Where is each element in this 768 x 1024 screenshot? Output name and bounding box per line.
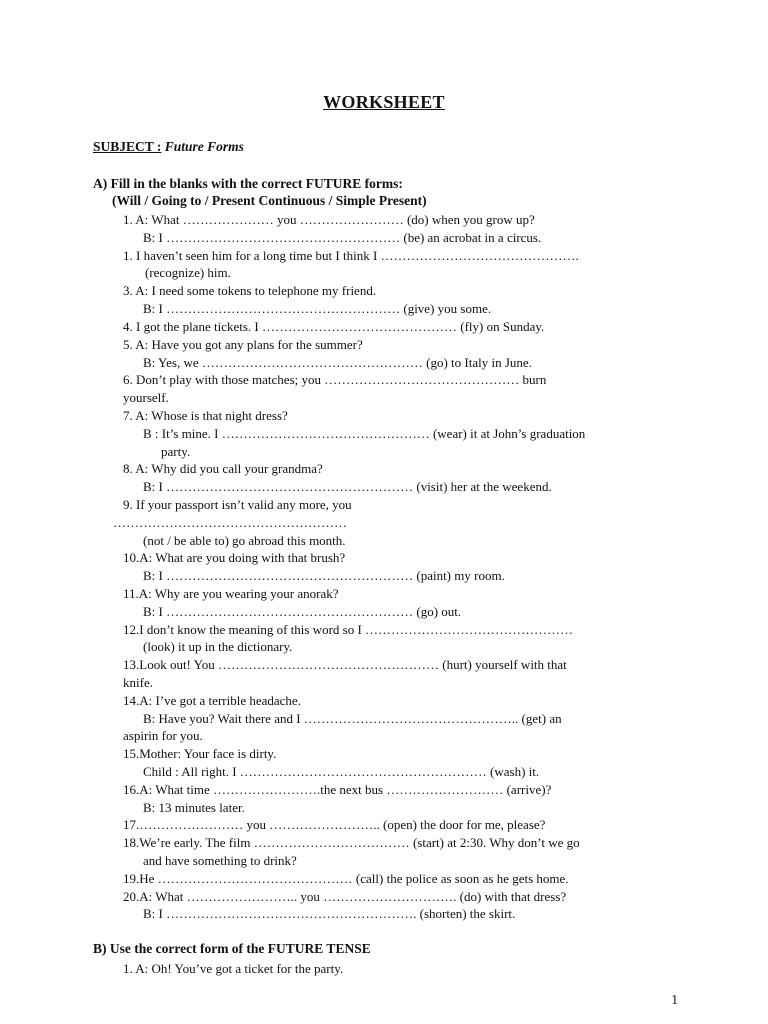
exercise-line: B: 13 minutes later.: [143, 800, 245, 815]
exercise-line: party.: [161, 444, 191, 459]
exercise-line: Child : All right. I ………………………………………………… (wash) it.: [143, 764, 540, 779]
exercise-line: 20.A: What …………………….. you …………………………. (do) with that dress?: [123, 889, 567, 904]
exercise-line: B: I …………………………………………………. (shorten) the skirt.: [143, 906, 516, 921]
worksheet-title: [0, 92, 768, 113]
exercise-line: 13.Look out! You …………………………………………… (hurt) yourself with that: [123, 657, 567, 672]
exercise-line: and have something to drink?: [143, 853, 297, 868]
exercise-line: 1. I haven’t seen him for a long time but I think I ……………………………………….: [123, 248, 579, 263]
exercise-line: B : It’s mine. I ………………………………………… (wear) it at John’s graduation: [143, 426, 586, 441]
page-number: 1: [671, 992, 678, 1007]
exercise-line: 6. Don’t play with those matches; you ……………………………………… burn: [123, 372, 547, 387]
exercise-line: 8. A: Why did you call your grandma?: [123, 461, 323, 476]
section-a-subheading: (Will / Going to / Present Continuous / Simple Present): [112, 193, 427, 208]
exercise-line: 10.A: What are you doing with that brush?: [123, 550, 346, 565]
title-text: WORKSHEET: [323, 92, 445, 112]
exercise-line: (look) it up in the dictionary.: [143, 639, 293, 654]
exercise-line: 19.He ……………………………………… (call) the police as soon as he gets home.: [123, 871, 569, 886]
exercise-line: 3. A: I need some tokens to telephone my friend.: [123, 283, 377, 298]
exercise-line: 18.We’re early. The film ……………………………… (start) at 2:30. Why don’t we go: [123, 835, 580, 850]
section-a-heading: A) Fill in the blanks with the correct FUTURE forms:: [93, 176, 403, 191]
exercise-line: 7. A: Whose is that night dress?: [123, 408, 288, 423]
subject-line: [93, 139, 244, 155]
exercise-line: 17.…………………… you …………………….. (open) the door for me, please?: [123, 817, 546, 832]
exercise-line: B: Have you? Wait there and I ………………………………………….. (get) an: [143, 711, 562, 726]
subject-label: SUBJECT :: [93, 139, 162, 154]
exercise-line: 5. A: Have you got any plans for the summer?: [123, 337, 363, 352]
exercise-line: yourself.: [123, 390, 169, 405]
exercise-line: B: I ……………………………………………… (be) an acrobat in a circus.: [143, 230, 542, 245]
exercise-line: 1. A: Oh! You’ve got a ticket for the party.: [123, 961, 344, 976]
exercise-line: 9. If your passport isn’t valid any more, you: [123, 497, 352, 512]
exercise-line: B: I ………………………………………………… (go) out.: [143, 604, 462, 619]
exercise-line: B: I ………………………………………………… (visit) her at the weekend.: [143, 479, 552, 494]
exercise-line: B: I ………………………………………………… (paint) my room.: [143, 568, 505, 583]
exercise-line: ………………………………………………: [113, 515, 347, 530]
exercise-line: 12.I don’t know the meaning of this word so I …………………………………………: [123, 622, 574, 637]
exercise-line: B: I ……………………………………………… (give) you some.: [143, 301, 492, 316]
section-b-heading: B) Use the correct form of the FUTURE TENSE: [93, 941, 371, 956]
exercise-line: (recognize) him.: [145, 265, 231, 280]
exercise-line: 1. A: What ………………… you …………………… (do) when you grow up?: [123, 212, 535, 227]
exercise-line: 4. I got the plane tickets. I ……………………………………… (fly) on Sunday.: [123, 319, 545, 334]
exercise-line: (not / be able to) go abroad this month.: [143, 533, 346, 548]
exercise-line: knife.: [123, 675, 153, 690]
exercise-line: 15.Mother: Your face is dirty.: [123, 746, 277, 761]
exercise-line: aspirin for you.: [123, 728, 203, 743]
exercise-line: 16.A: What time …………………….the next bus ……………………… (arrive)?: [123, 782, 552, 797]
subject-value: Future Forms: [161, 139, 244, 154]
exercise-line: 11.A: Why are you wearing your anorak?: [123, 586, 339, 601]
exercise-line: B: Yes, we …………………………………………… (go) to Italy in June.: [143, 355, 532, 370]
exercise-line: 14.A: I’ve got a terrible headache.: [123, 693, 301, 708]
